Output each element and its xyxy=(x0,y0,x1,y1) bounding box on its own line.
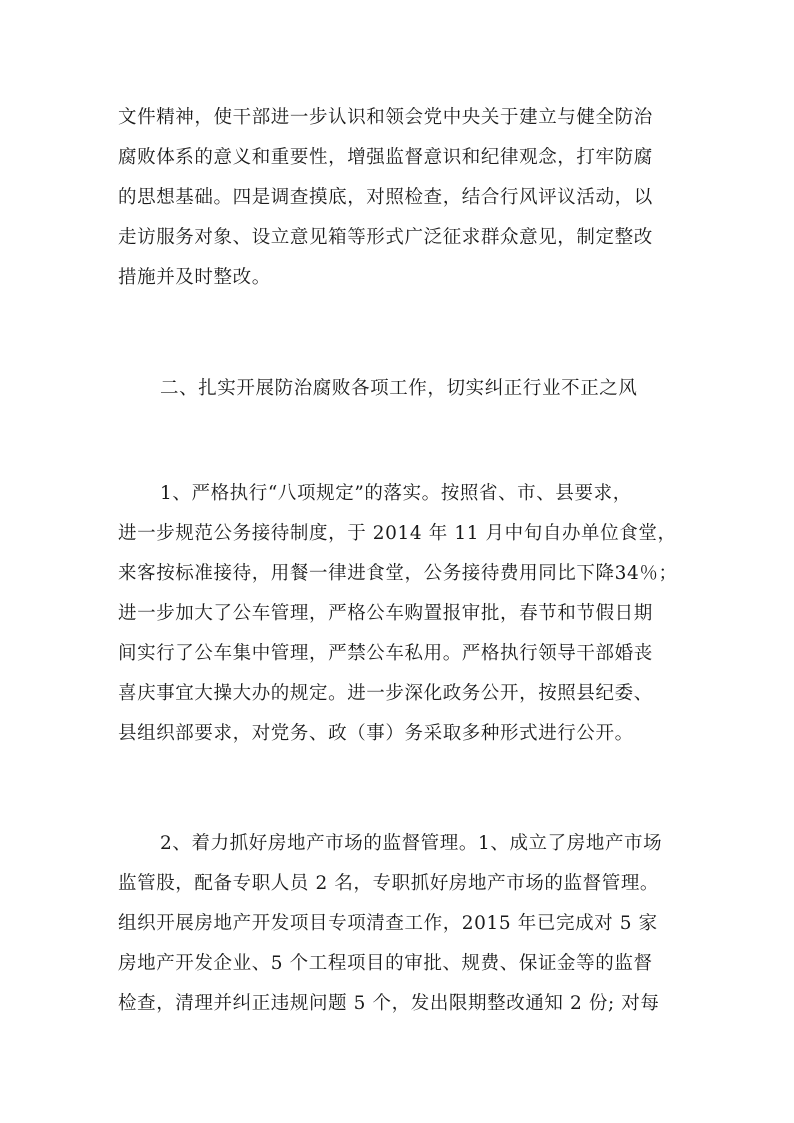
paragraph-3-line-4: 房地产开发企业、5 个工程项目的审批、规费、保证金等的监督 xyxy=(118,953,653,974)
paragraph-1-line-1: 文件精神，使干部进一步认识和领会党中央关于建立与健全防治 xyxy=(118,107,653,128)
paragraph-3-line-5: 检查，清理并纠正违规问题 5 个，发出限期整改通知 2 份; 对每 xyxy=(118,993,660,1014)
paragraph-3-line-3: 组织开展房地产开发项目专项清查工作，2015 年已完成对 5 家 xyxy=(118,913,658,934)
paragraph-2-line-2: 进一步规范公务接待制度，于 2014 年 11 月中旬自办单位食堂， xyxy=(118,523,677,544)
paragraph-2-line-4: 进一步加大了公车管理，严格公车购置报审批，春节和节假日期 xyxy=(118,603,653,624)
section-heading: 二、扎实开展防治腐败各项工作，切实纠正行业不正之风 xyxy=(160,378,638,399)
paragraph-2-line-7: 县组织部要求，对党务、政（事）务采取多种形式进行公开。 xyxy=(118,723,634,744)
paragraph-1-line-3: 的思想基础。四是调查摸底，对照检查，结合行风评议活动，以 xyxy=(118,187,653,208)
paragraph-3-line-2: 监管股，配备专职人员 2 名，专职抓好房地产市场的监督管理。 xyxy=(118,873,660,894)
paragraph-2-line-1: 1、严格执行“八项规定”的落实。按照省、市、县要求， xyxy=(160,483,632,504)
paragraph-2-line-6: 喜庆事宜大操大办的规定。进一步深化政务公开，按照县纪委、 xyxy=(118,683,653,704)
paragraph-1-line-5: 措施并及时整改。 xyxy=(118,267,271,288)
paragraph-3-line-1: 2、着力抓好房地产市场的监督管理。1、成立了房地产市场 xyxy=(160,833,663,854)
paragraph-1-line-4: 走访服务对象、设立意见箱等形式广泛征求群众意见，制定整改 xyxy=(118,227,653,248)
paragraph-1-line-2: 腐败体系的意义和重要性，增强监督意识和纪律观念，打牢防腐 xyxy=(118,147,653,168)
paragraph-2-line-5: 间实行了公车集中管理，严禁公车私用。严格执行领导干部婚丧 xyxy=(118,643,653,664)
paragraph-2-line-3: 来客按标准接待，用餐一律进食堂，公务接待费用同比下降34％； xyxy=(118,563,678,584)
